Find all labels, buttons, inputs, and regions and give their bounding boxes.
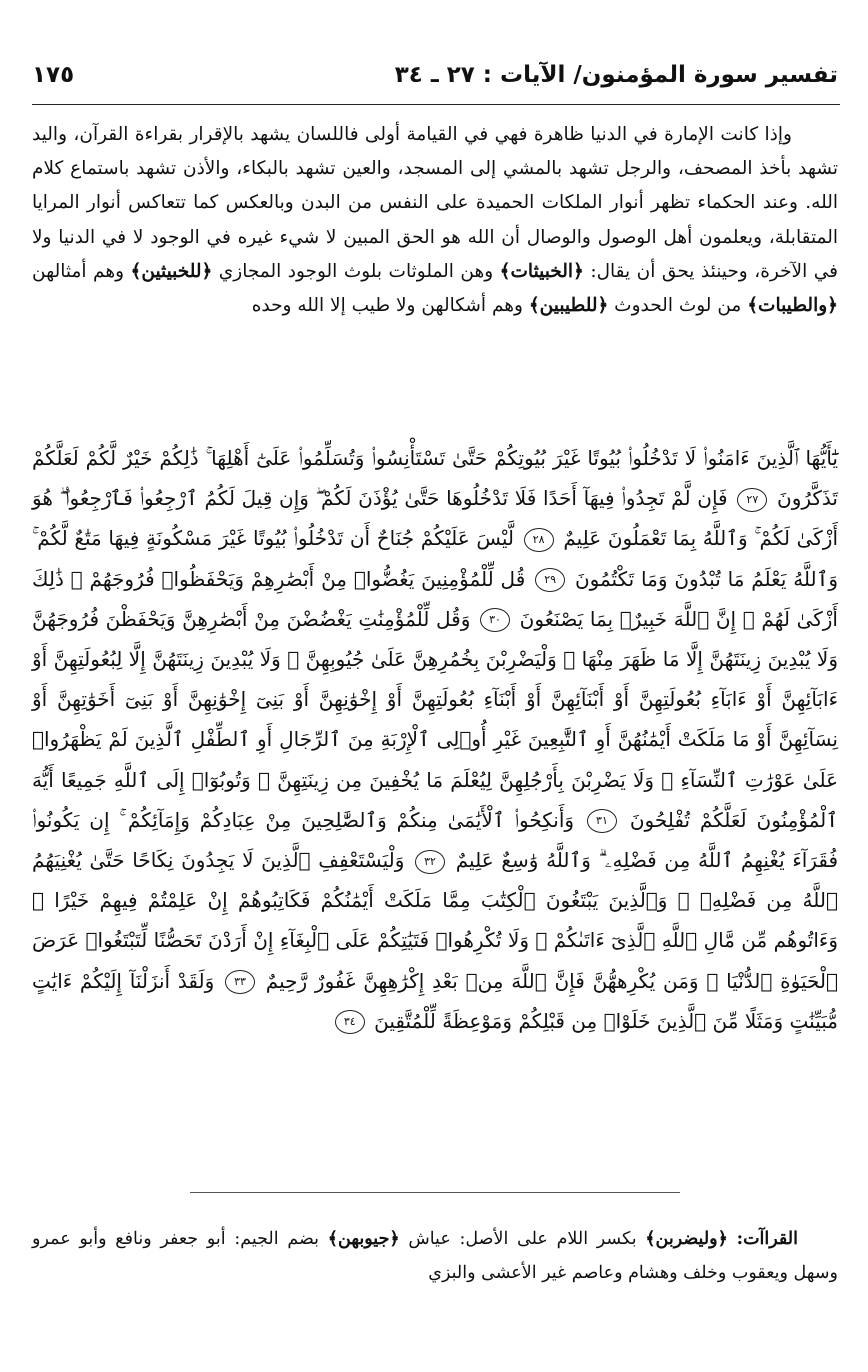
commentary-paragraph xyxy=(32,118,838,323)
running-title: تفسير سورة المؤمنون/ الآيات : ٢٧ ـ ٣٤ xyxy=(394,62,838,88)
quoted-term: ﴿الخبيثات﴾ xyxy=(499,260,584,282)
commentary-sentence: وإذا كانت الإمارة في الدنيا ظاهرة فهي في القيامة أولى فاللسان يشهد بالإقرار بقراءة القرآن، واليد تشهد بأخذ المصحف، والرجل تشهد بالمشي إلى المسجد، والعين تشهد بالبكاء، والأذن تشهد باستماع كلام الله. وعند الحكماء تظهر أنوار الملكات الحميدة على النفس من البدن وبالعكس كما تتعاكس أنوار المرايا المتقابلة، ويعلمون أهل الوصول والوصال أن الله هو الحق المبين لا شيء غيره في الوجود لا في الدنيا ولا في الآخرة، وحينئذ يحق أن يقال: xyxy=(32,124,838,282)
verse-number-marker: ٣٢ xyxy=(415,850,445,874)
quoted-term: ﴿والطيبات﴾ xyxy=(747,295,838,317)
verse-text: وَأَنكِحُوا۟ ٱلْأَيَٰمَىٰ مِنكُمْ وَٱلصَّٰلِحِينَ مِنْ عِبَادِكُمْ وَإِمَآئِكُمْ ۚ إِن يَكُونُوا۟ فُقَرَآءَ يُغْنِهِمُ ٱللَّهُ مِن فَضْلِهِۦ ۗ وَٱللَّهُ وَٰسِعٌ عَلِيمٌ xyxy=(32,807,839,873)
readings-sentence: بضم الجيم: أبو جعفر ونافع وأبو عمرو وسهل ويعقوب وخلف وهشام وعاصم غير الأعشى والبزي xyxy=(32,1229,838,1283)
readings-paragraph xyxy=(32,1222,838,1290)
verse-number-marker: ٣٤ xyxy=(335,1010,365,1034)
verse-text: وَقُل لِّلْمُؤْمِنَٰتِ يَغْضُضْنَ مِنْ أَبْصَٰرِهِنَّ وَيَحْفَظْنَ فُرُوجَهُنَّ وَلَا يُبْدِينَ زِينَتَهُنَّ إِلَّا مَا ظَهَرَ مِنْهَا ۖ وَلْيَضْرِبْنَ بِخُمُرِهِنَّ عَلَىٰ جُيُوبِهِنَّ ۖ وَلَا يُبْدِينَ زِينَتَهُنَّ إِلَّا لِبُعُولَتِهِنَّ أَوْ ءَابَآئِهِنَّ أَوْ ءَابَآءِ بُعُولَتِهِنَّ أَوْ أَبْنَآئِهِنَّ أَوْ أَبْنَآءِ بُعُولَتِهِنَّ أَوْ إِخْوَٰنِهِنَّ أَوْ بَنِىٓ إِخْوَٰنِهِنَّ أَوْ بَنِىٓ أَخَوَٰتِهِنَّ أَوْ نِسَآئِهِنَّ أَوْ مَا مَلَكَتْ أَيْمَٰنُهُنَّ أَوِ ٱلتَّٰبِعِينَ غَيْرِ أُو۟لِى ٱلْإِرْبَةِ مِنَ ٱلرِّجَالِ أَوِ ٱلطِّفْلِ ٱلَّذِينَ لَمْ يَظْهَرُوا۟ عَلَىٰ عَوْرَٰتِ ٱلنِّسَآءِ ۖ وَلَا يَضْرِبْنَ بِأَرْجُلِهِنَّ لِيُعْلَمَ مَا يُخْفِينَ مِن زِينَتِهِنَّ ۚ وَتُوبُوٓا۟ إِلَى ٱللَّهِ جَمِيعًا أَيُّهَ ٱلْمُؤْمِنُونَ لَعَلَّكُمْ تُفْلِحُونَ xyxy=(32,606,838,832)
commentary-sentence: وهم أمثالهن xyxy=(32,260,131,282)
quoted-term: ﴿جيوبهن﴾ xyxy=(327,1229,400,1249)
readings-label: القراآت: xyxy=(736,1229,798,1249)
verse-number-marker: ٣٠ xyxy=(480,608,510,632)
verse-text: وَلْيَسْتَعْفِفِ ٱلَّذِينَ لَا يَجِدُونَ نِكَاحًا حَتَّىٰ يُغْنِيَهُمُ ٱللَّهُ مِن فَضْلِهِۦ ۗ وَٱلَّذِينَ يَبْتَغُونَ ٱلْكِتَٰبَ مِمَّا مَلَكَتْ أَيْمَٰنُكُمْ فَكَاتِبُوهُمْ إِنْ عَلِمْتُمْ فِيهِمْ خَيْرًا ۖ وَءَاتُوهُم مِّن مَّالِ ٱللَّهِ ٱلَّذِىٓ ءَاتَىٰكُمْ ۚ وَلَا تُكْرِهُوا۟ فَتَيَٰتِكُمْ عَلَى ٱلْبِغَآءِ إِنْ أَرَدْنَ تَحَصُّنًا لِّتَبْتَغُوا۟ عَرَضَ ٱلْحَيَوٰةِ ٱلدُّنْيَا ۚ وَمَن يُكْرِههُّنَّ فَإِنَّ ٱللَّهَ مِنۢ بَعْدِ إِكْرَٰهِهِنَّ غَفُورٌ رَّحِيمٌ xyxy=(32,848,839,993)
readings-section xyxy=(32,1222,838,1290)
verse-number-marker: ٢٩ xyxy=(535,568,565,592)
commentary-sentence: من لوث الحدوث xyxy=(608,295,748,317)
verse-text: فَإِن لَّمْ تَجِدُوا۟ فِيهَآ أَحَدًا فَلَا تَدْخُلُوهَا حَتَّىٰ يُؤْذَنَ لَكُمْ ۖ وَإِن قِيلَ لَكُمُ ٱرْجِعُوا۟ فَٱرْجِعُوا۟ ۖ هُوَ أَزْكَىٰ لَكُمْ ۚ وَٱللَّهُ بِمَا تَعْمَلُونَ عَلِيمٌ xyxy=(32,486,839,551)
quran-verses xyxy=(32,438,838,1041)
quoted-term: ﴿وليضربن﴾ xyxy=(645,1229,728,1249)
verse-number-marker: ٢٧ xyxy=(737,488,767,512)
verse-number-marker: ٢٨ xyxy=(524,528,554,552)
commentary-sentence: وهم أشكالهن ولا طيب إلا الله وحده xyxy=(251,295,529,317)
page-number: ١٧٥ xyxy=(32,62,75,88)
verse-number-marker: ٣١ xyxy=(587,809,617,833)
verse-text: يَٰٓأَيُّهَا ٱلَّذِينَ ءَامَنُوا۟ لَا تَدْخُلُوا۟ بُيُوتًا غَيْرَ بُيُوتِكُمْ حَتَّىٰ تَسْتَأْنِسُوا۟ وَتُسَلِّمُوا۟ عَلَىٰٓ أَهْلِهَا ۚ ذَٰلِكُمْ خَيْرٌ لَّكُمْ لَعَلَّكُمْ تَذَكَّرُونَ xyxy=(32,446,838,511)
quoted-term: ﴿للطيبين﴾ xyxy=(528,295,609,317)
header-divider xyxy=(32,104,840,105)
verse-text: لَّيْسَ عَلَيْكُمْ جُنَاحٌ أَن تَدْخُلُوا۟ بُيُوتًا غَيْرَ مَسْكُونَةٍ فِيهَا مَتَٰعٌ لَّكُمْ ۚ وَٱللَّهُ يَعْلَمُ مَا تُبْدُونَ وَمَا تَكْتُمُونَ xyxy=(32,526,839,591)
page-header xyxy=(32,62,838,108)
verse-text: وَلَقَدْ أَنزَلْنَآ إِلَيْكُمْ ءَايَٰتٍ مُّبَيِّنَٰتٍ وَمَثَلًا مِّنَ ٱلَّذِينَ خَلَوْا۟ مِن قَبْلِكُمْ وَمَوْعِظَةً لِّلْمُتَّقِينَ xyxy=(32,968,838,1033)
verses-block xyxy=(32,438,838,1041)
readings-sentence: بكسر اللام على الأصل: عياش xyxy=(399,1229,646,1249)
commentary-text xyxy=(32,118,838,323)
quoted-term: ﴿للخبيثين﴾ xyxy=(130,260,213,282)
verse-text: قُل لِّلْمُؤْمِنِينَ يَغُضُّوا۟ مِنْ أَبْصَٰرِهِمْ وَيَحْفَظُوا۟ فُرُوجَهُمْ ۚ ذَٰلِكَ أَزْكَىٰ لَهُمْ ۗ إِنَّ ٱللَّهَ خَبِيرٌۢ بِمَا يَصْنَعُونَ xyxy=(32,566,838,631)
commentary-sentence: وهن الملوثات بلوث الوجود المجازي xyxy=(212,260,500,282)
verse-number-marker: ٣٣ xyxy=(225,970,255,994)
section-divider xyxy=(190,1192,680,1193)
